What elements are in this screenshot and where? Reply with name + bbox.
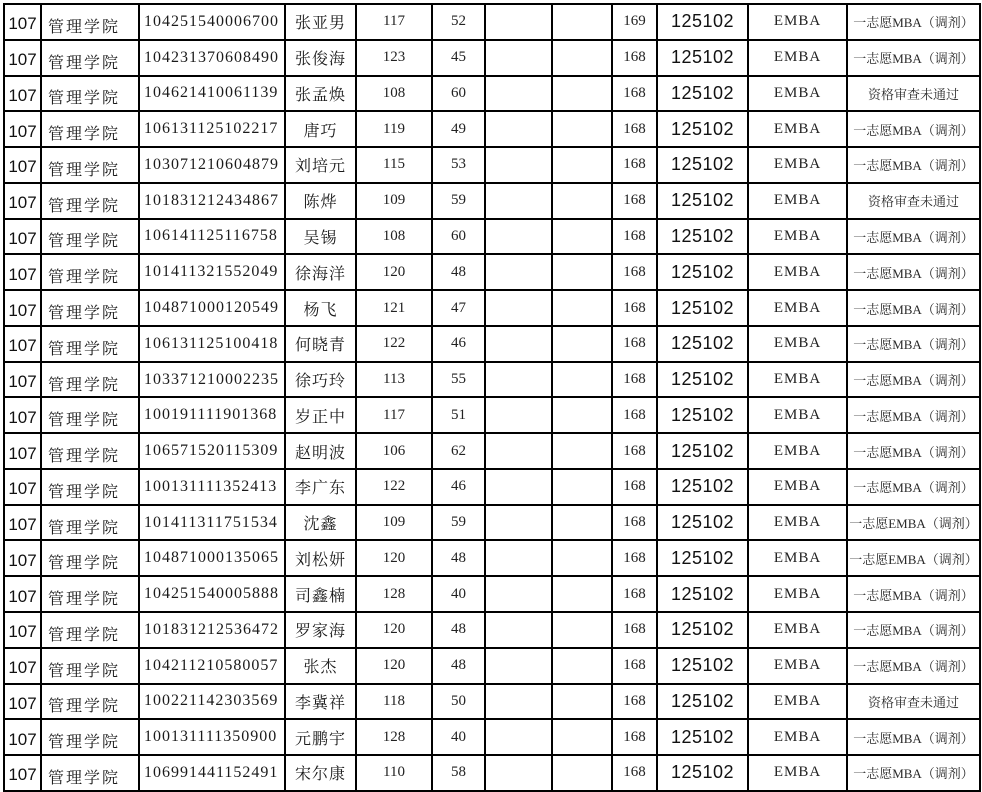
cell-total: 168 <box>613 685 658 721</box>
cell-blank1 <box>486 363 553 399</box>
cell-total: 168 <box>613 398 658 434</box>
cell-blank1 <box>486 685 553 721</box>
admissions-table <box>3 3 981 792</box>
cell-program: EMBA <box>749 327 848 363</box>
cell-program: EMBA <box>749 41 848 77</box>
cell-status: 一志愿MBA（调剂） <box>848 112 981 148</box>
cell-score1: 106 <box>357 434 433 470</box>
cell-name: 张俊海 <box>286 41 357 77</box>
cell-score1: 110 <box>357 756 433 792</box>
cell-dept-code: 107 <box>5 220 42 256</box>
cell-blank2 <box>553 398 613 434</box>
cell-candidate-id: 101831212536472 <box>140 613 286 649</box>
cell-score2: 46 <box>433 327 486 363</box>
cell-score2: 51 <box>433 398 486 434</box>
cell-score1: 113 <box>357 363 433 399</box>
cell-score1: 120 <box>357 649 433 685</box>
cell-major-code: 125102 <box>658 41 749 77</box>
cell-program: EMBA <box>749 220 848 256</box>
cell-dept-code: 107 <box>5 148 42 184</box>
cell-blank1 <box>486 255 553 291</box>
cell-blank2 <box>553 470 613 506</box>
cell-candidate-id: 104871000120549 <box>140 291 286 327</box>
cell-major-code: 125102 <box>658 398 749 434</box>
cell-major-code: 125102 <box>658 470 749 506</box>
cell-dept-name: 管理学院 <box>42 291 140 327</box>
cell-major-code: 125102 <box>658 434 749 470</box>
cell-dept-code: 107 <box>5 291 42 327</box>
cell-blank1 <box>486 291 553 327</box>
cell-score1: 120 <box>357 613 433 649</box>
cell-total: 168 <box>613 255 658 291</box>
cell-dept-name: 管理学院 <box>42 649 140 685</box>
cell-score2: 46 <box>433 470 486 506</box>
cell-dept-code: 107 <box>5 756 42 792</box>
cell-candidate-id: 101831212434867 <box>140 184 286 220</box>
cell-dept-name: 管理学院 <box>42 506 140 542</box>
table-row <box>5 255 981 291</box>
cell-name: 唐巧 <box>286 112 357 148</box>
cell-name: 何晓青 <box>286 327 357 363</box>
cell-dept-code: 107 <box>5 506 42 542</box>
table-row <box>5 756 981 792</box>
cell-total: 168 <box>613 541 658 577</box>
cell-program: EMBA <box>749 363 848 399</box>
cell-dept-code: 107 <box>5 255 42 291</box>
cell-blank1 <box>486 434 553 470</box>
table-row <box>5 613 981 649</box>
cell-status: 一志愿MBA（调剂） <box>848 398 981 434</box>
cell-blank2 <box>553 613 613 649</box>
cell-dept-code: 107 <box>5 685 42 721</box>
cell-score2: 60 <box>433 220 486 256</box>
cell-blank2 <box>553 577 613 613</box>
cell-dept-code: 107 <box>5 470 42 506</box>
cell-program: EMBA <box>749 255 848 291</box>
cell-total: 168 <box>613 184 658 220</box>
cell-score2: 59 <box>433 506 486 542</box>
table-row <box>5 685 981 721</box>
cell-dept-code: 107 <box>5 112 42 148</box>
cell-blank1 <box>486 541 553 577</box>
cell-major-code: 125102 <box>658 756 749 792</box>
cell-blank2 <box>553 5 613 41</box>
cell-candidate-id: 100191111901368 <box>140 398 286 434</box>
cell-dept-name: 管理学院 <box>42 112 140 148</box>
cell-total: 169 <box>613 5 658 41</box>
table-row <box>5 720 981 756</box>
cell-dept-code: 107 <box>5 720 42 756</box>
cell-dept-code: 107 <box>5 41 42 77</box>
cell-blank1 <box>486 577 553 613</box>
cell-total: 168 <box>613 470 658 506</box>
cell-major-code: 125102 <box>658 77 749 113</box>
cell-score1: 117 <box>357 398 433 434</box>
cell-dept-code: 107 <box>5 541 42 577</box>
cell-blank2 <box>553 184 613 220</box>
table-row <box>5 541 981 577</box>
cell-score1: 108 <box>357 220 433 256</box>
cell-program: EMBA <box>749 506 848 542</box>
cell-score2: 50 <box>433 685 486 721</box>
cell-dept-name: 管理学院 <box>42 720 140 756</box>
admissions-grid <box>3 3 981 792</box>
table-row <box>5 77 981 113</box>
cell-score1: 120 <box>357 541 433 577</box>
cell-dept-name: 管理学院 <box>42 327 140 363</box>
cell-candidate-id: 104251540005888 <box>140 577 286 613</box>
cell-score2: 40 <box>433 720 486 756</box>
cell-blank1 <box>486 5 553 41</box>
cell-score2: 48 <box>433 541 486 577</box>
cell-major-code: 125102 <box>658 255 749 291</box>
cell-score2: 58 <box>433 756 486 792</box>
cell-blank1 <box>486 720 553 756</box>
cell-blank2 <box>553 506 613 542</box>
cell-dept-code: 107 <box>5 5 42 41</box>
cell-score2: 40 <box>433 577 486 613</box>
cell-dept-code: 107 <box>5 649 42 685</box>
cell-total: 168 <box>613 77 658 113</box>
cell-candidate-id: 104251540006700 <box>140 5 286 41</box>
cell-status: 一志愿MBA（调剂） <box>848 291 981 327</box>
cell-blank1 <box>486 398 553 434</box>
cell-name: 宋尔康 <box>286 756 357 792</box>
cell-status: 一志愿MBA（调剂） <box>848 470 981 506</box>
cell-total: 168 <box>613 434 658 470</box>
cell-dept-code: 107 <box>5 327 42 363</box>
cell-name: 司鑫楠 <box>286 577 357 613</box>
cell-total: 168 <box>613 363 658 399</box>
cell-program: EMBA <box>749 613 848 649</box>
cell-blank1 <box>486 756 553 792</box>
cell-major-code: 125102 <box>658 363 749 399</box>
cell-dept-name: 管理学院 <box>42 220 140 256</box>
cell-blank1 <box>486 184 553 220</box>
cell-candidate-id: 106991441152491 <box>140 756 286 792</box>
table-row <box>5 649 981 685</box>
cell-candidate-id: 100131111352413 <box>140 470 286 506</box>
cell-dept-name: 管理学院 <box>42 685 140 721</box>
cell-score1: 118 <box>357 685 433 721</box>
cell-status: 资格审查未通过 <box>848 184 981 220</box>
cell-status: 一志愿MBA（调剂） <box>848 756 981 792</box>
cell-score2: 62 <box>433 434 486 470</box>
cell-blank2 <box>553 363 613 399</box>
cell-major-code: 125102 <box>658 5 749 41</box>
cell-dept-code: 107 <box>5 434 42 470</box>
cell-name: 张亚男 <box>286 5 357 41</box>
cell-status: 一志愿MBA（调剂） <box>848 220 981 256</box>
cell-dept-name: 管理学院 <box>42 148 140 184</box>
cell-major-code: 125102 <box>658 112 749 148</box>
cell-name: 徐海洋 <box>286 255 357 291</box>
cell-blank1 <box>486 649 553 685</box>
cell-status: 一志愿MBA（调剂） <box>848 255 981 291</box>
cell-major-code: 125102 <box>658 184 749 220</box>
cell-dept-name: 管理学院 <box>42 363 140 399</box>
cell-program: EMBA <box>749 291 848 327</box>
table-row <box>5 434 981 470</box>
cell-blank2 <box>553 112 613 148</box>
cell-dept-name: 管理学院 <box>42 255 140 291</box>
cell-score1: 123 <box>357 41 433 77</box>
cell-status: 资格审查未通过 <box>848 77 981 113</box>
cell-blank1 <box>486 327 553 363</box>
cell-blank1 <box>486 112 553 148</box>
cell-blank2 <box>553 434 613 470</box>
cell-name: 李广东 <box>286 470 357 506</box>
cell-total: 168 <box>613 756 658 792</box>
cell-score1: 128 <box>357 577 433 613</box>
cell-name: 陈烨 <box>286 184 357 220</box>
cell-name: 徐巧玲 <box>286 363 357 399</box>
cell-score2: 48 <box>433 255 486 291</box>
cell-score2: 47 <box>433 291 486 327</box>
cell-major-code: 125102 <box>658 577 749 613</box>
cell-major-code: 125102 <box>658 649 749 685</box>
table-row <box>5 577 981 613</box>
cell-score1: 128 <box>357 720 433 756</box>
cell-score1: 121 <box>357 291 433 327</box>
cell-major-code: 125102 <box>658 291 749 327</box>
table-row <box>5 5 981 41</box>
cell-dept-name: 管理学院 <box>42 470 140 506</box>
cell-score1: 109 <box>357 184 433 220</box>
cell-score2: 49 <box>433 112 486 148</box>
cell-program: EMBA <box>749 649 848 685</box>
cell-name: 吴锡 <box>286 220 357 256</box>
cell-major-code: 125102 <box>658 148 749 184</box>
cell-program: EMBA <box>749 470 848 506</box>
cell-blank2 <box>553 685 613 721</box>
cell-score1: 122 <box>357 470 433 506</box>
cell-score2: 48 <box>433 649 486 685</box>
cell-dept-name: 管理学院 <box>42 77 140 113</box>
cell-status: 一志愿MBA（调剂） <box>848 613 981 649</box>
cell-program: EMBA <box>749 720 848 756</box>
cell-dept-name: 管理学院 <box>42 577 140 613</box>
cell-major-code: 125102 <box>658 506 749 542</box>
cell-blank1 <box>486 41 553 77</box>
cell-total: 168 <box>613 649 658 685</box>
cell-name: 张孟焕 <box>286 77 357 113</box>
cell-dept-code: 107 <box>5 577 42 613</box>
cell-total: 168 <box>613 613 658 649</box>
cell-blank2 <box>553 541 613 577</box>
cell-program: EMBA <box>749 434 848 470</box>
cell-dept-name: 管理学院 <box>42 434 140 470</box>
cell-candidate-id: 104621410061139 <box>140 77 286 113</box>
cell-blank2 <box>553 720 613 756</box>
cell-major-code: 125102 <box>658 541 749 577</box>
cell-candidate-id: 106131125102217 <box>140 112 286 148</box>
cell-total: 168 <box>613 41 658 77</box>
cell-candidate-id: 103371210002235 <box>140 363 286 399</box>
cell-score1: 108 <box>357 77 433 113</box>
cell-blank2 <box>553 148 613 184</box>
table-row <box>5 363 981 399</box>
cell-candidate-id: 106131125100418 <box>140 327 286 363</box>
cell-score1: 119 <box>357 112 433 148</box>
cell-status: 一志愿MBA（调剂） <box>848 41 981 77</box>
cell-dept-name: 管理学院 <box>42 541 140 577</box>
cell-score2: 45 <box>433 41 486 77</box>
cell-name: 杨飞 <box>286 291 357 327</box>
cell-program: EMBA <box>749 577 848 613</box>
cell-candidate-id: 103071210604879 <box>140 148 286 184</box>
cell-blank1 <box>486 148 553 184</box>
cell-blank2 <box>553 756 613 792</box>
cell-score2: 59 <box>433 184 486 220</box>
cell-blank2 <box>553 291 613 327</box>
cell-status: 一志愿MBA（调剂） <box>848 434 981 470</box>
cell-candidate-id: 104211210580057 <box>140 649 286 685</box>
cell-program: EMBA <box>749 541 848 577</box>
cell-blank2 <box>553 649 613 685</box>
cell-program: EMBA <box>749 685 848 721</box>
table-row <box>5 220 981 256</box>
cell-program: EMBA <box>749 77 848 113</box>
table-row <box>5 148 981 184</box>
cell-name: 沈鑫 <box>286 506 357 542</box>
cell-status: 一志愿EMBA（调剂） <box>848 506 981 542</box>
cell-blank2 <box>553 255 613 291</box>
cell-score2: 55 <box>433 363 486 399</box>
cell-blank1 <box>486 613 553 649</box>
cell-dept-name: 管理学院 <box>42 756 140 792</box>
cell-score1: 120 <box>357 255 433 291</box>
cell-total: 168 <box>613 220 658 256</box>
cell-score1: 117 <box>357 5 433 41</box>
cell-major-code: 125102 <box>658 220 749 256</box>
cell-candidate-id: 104871000135065 <box>140 541 286 577</box>
cell-candidate-id: 106571520115309 <box>140 434 286 470</box>
cell-program: EMBA <box>749 5 848 41</box>
cell-total: 168 <box>613 291 658 327</box>
cell-dept-code: 107 <box>5 398 42 434</box>
cell-blank1 <box>486 506 553 542</box>
cell-dept-code: 107 <box>5 613 42 649</box>
cell-score2: 53 <box>433 148 486 184</box>
cell-score1: 109 <box>357 506 433 542</box>
cell-status: 一志愿MBA（调剂） <box>848 327 981 363</box>
table-row <box>5 41 981 77</box>
cell-name: 李冀祥 <box>286 685 357 721</box>
cell-score2: 52 <box>433 5 486 41</box>
cell-blank1 <box>486 220 553 256</box>
cell-total: 168 <box>613 148 658 184</box>
cell-name: 刘培元 <box>286 148 357 184</box>
cell-dept-code: 107 <box>5 363 42 399</box>
cell-status: 一志愿MBA（调剂） <box>848 720 981 756</box>
cell-score2: 48 <box>433 613 486 649</box>
cell-program: EMBA <box>749 148 848 184</box>
cell-blank1 <box>486 470 553 506</box>
cell-name: 刘松妍 <box>286 541 357 577</box>
table-row <box>5 327 981 363</box>
table-row <box>5 112 981 148</box>
cell-candidate-id: 104231370608490 <box>140 41 286 77</box>
cell-program: EMBA <box>749 398 848 434</box>
cell-total: 168 <box>613 506 658 542</box>
cell-dept-code: 107 <box>5 184 42 220</box>
cell-dept-name: 管理学院 <box>42 184 140 220</box>
cell-score1: 122 <box>357 327 433 363</box>
cell-major-code: 125102 <box>658 720 749 756</box>
cell-dept-name: 管理学院 <box>42 5 140 41</box>
table-row <box>5 184 981 220</box>
cell-score2: 60 <box>433 77 486 113</box>
cell-score1: 115 <box>357 148 433 184</box>
cell-program: EMBA <box>749 112 848 148</box>
cell-dept-name: 管理学院 <box>42 41 140 77</box>
cell-blank2 <box>553 77 613 113</box>
cell-status: 一志愿MBA（调剂） <box>848 363 981 399</box>
cell-name: 赵明波 <box>286 434 357 470</box>
cell-status: 一志愿MBA（调剂） <box>848 148 981 184</box>
cell-total: 168 <box>613 112 658 148</box>
cell-status: 一志愿MBA（调剂） <box>848 5 981 41</box>
cell-name: 张杰 <box>286 649 357 685</box>
cell-dept-name: 管理学院 <box>42 613 140 649</box>
cell-status: 资格审查未通过 <box>848 685 981 721</box>
cell-candidate-id: 100131111350900 <box>140 720 286 756</box>
cell-total: 168 <box>613 327 658 363</box>
cell-name: 罗家海 <box>286 613 357 649</box>
cell-candidate-id: 101411311751534 <box>140 506 286 542</box>
cell-major-code: 125102 <box>658 613 749 649</box>
cell-candidate-id: 101411321552049 <box>140 255 286 291</box>
cell-dept-name: 管理学院 <box>42 398 140 434</box>
table-row <box>5 291 981 327</box>
table-row <box>5 506 981 542</box>
cell-program: EMBA <box>749 184 848 220</box>
cell-total: 168 <box>613 720 658 756</box>
cell-program: EMBA <box>749 756 848 792</box>
table-row <box>5 398 981 434</box>
table-row <box>5 470 981 506</box>
cell-major-code: 125102 <box>658 327 749 363</box>
cell-blank2 <box>553 41 613 77</box>
cell-name: 元鹏宇 <box>286 720 357 756</box>
cell-status: 一志愿MBA（调剂） <box>848 649 981 685</box>
cell-total: 168 <box>613 577 658 613</box>
cell-major-code: 125102 <box>658 685 749 721</box>
cell-blank1 <box>486 77 553 113</box>
cell-blank2 <box>553 220 613 256</box>
cell-status: 一志愿EMBA（调剂） <box>848 541 981 577</box>
cell-candidate-id: 100221142303569 <box>140 685 286 721</box>
cell-blank2 <box>553 327 613 363</box>
cell-name: 岁正中 <box>286 398 357 434</box>
cell-dept-code: 107 <box>5 77 42 113</box>
cell-candidate-id: 106141125116758 <box>140 220 286 256</box>
cell-status: 一志愿MBA（调剂） <box>848 577 981 613</box>
